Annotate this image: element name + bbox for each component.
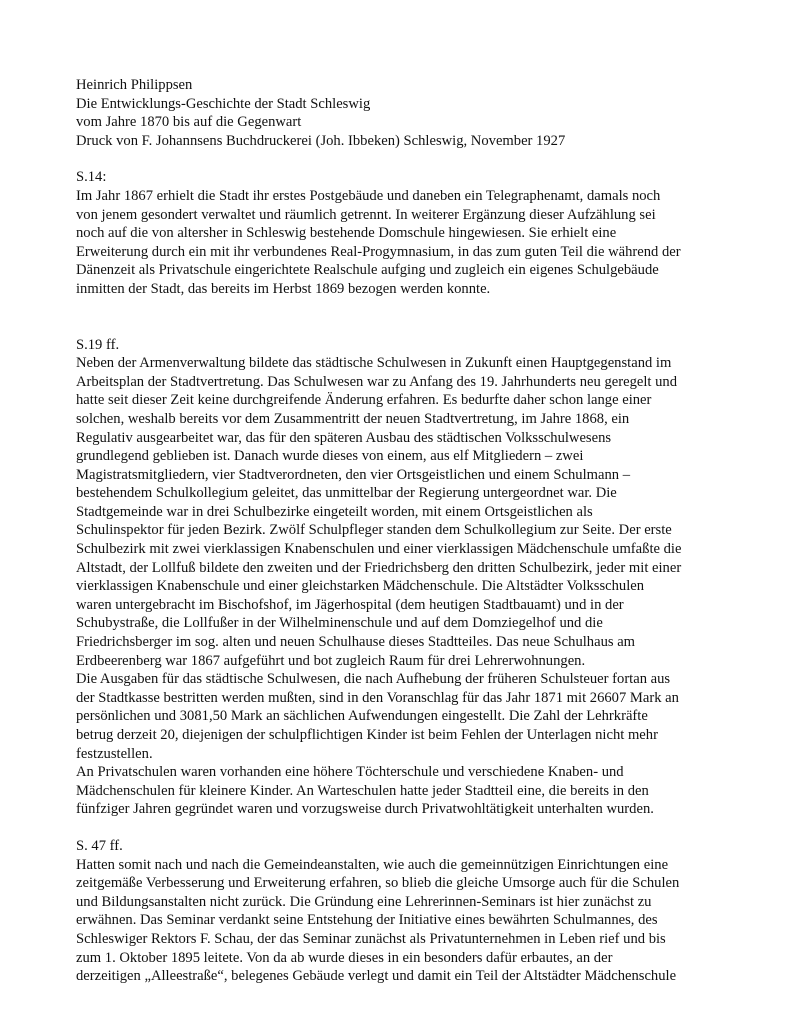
text-line: Friedrichsberger im sog. alten und neuen Schulhause dieses Stadtteiles. Das neue Schulhaus am	[76, 634, 636, 651]
text-line: Magistratsmitgliedern, vier Stadtverordneten, den vier Ortsgeistlichen und einem Schulmann –	[76, 466, 631, 483]
text-line: Erweiterung durch ein mit ihr verbundenes Real-Progymnasium, in das zum guten Teil die während der	[76, 243, 681, 260]
text-line: der Stadtkasse bestritten werden mußten, sind in den Voranschlag für das Jahr 1871 mit 26607 Mark an	[76, 689, 679, 706]
section-s47	[76, 837, 736, 986]
text-line: Schulbezirk mit zwei vierklassigen Knabenschulen und einer vierklassigen Mädchenschule umfaßte die	[76, 541, 682, 558]
text-line: Stadtgemeinde war in drei Schulbezirke eingeteilt worden, mit einem Ortsgeistlichen als	[76, 503, 593, 520]
text-line: Die Ausgaben für das städtische Schulwesen, die nach Aufhebung der früheren Schulsteuer fortan aus	[76, 671, 671, 688]
text-line: zeitgemäße Verbesserung und Erweiterung erfahren, so blieb die gleiche Umsorge auch für die Schulen	[76, 875, 680, 892]
book-subtitle: vom Jahre 1870 bis auf die Gegenwart	[76, 114, 302, 131]
citation-header	[76, 76, 736, 150]
text-line: Im Jahr 1867 erhielt die Stadt ihr erstes Postgebäude und daneben ein Telegraphenamt, damals noch	[76, 187, 661, 204]
text-line: hatte seit dieser Zeit keine durchgreifende Änderung erfahren. Es bedurfte daher schon lange einer	[76, 392, 652, 409]
text-line: Arbeitsplan der Stadtvertretung. Das Schulwesen war zu Anfang des 19. Jahrhunderts neu geregelt und	[76, 373, 678, 390]
text-line: Hatten somit nach und nach die Gemeindeanstalten, wie auch die gemeinnützigen Einrichtungen eine	[76, 856, 669, 873]
text-line: An Privatschulen waren vorhanden eine höhere Töchterschule und verschiedene Knaben- und	[76, 764, 624, 781]
text-line: derzeitigen „Alleestraße“, belegenes Gebäude verlegt und damit ein Teil der Altstädter Mädchenschule	[76, 968, 677, 985]
text-line: Schleswiger Rektors F. Schau, der das Seminar zunächst als Privatunternehmen in Leben rief und bis	[76, 930, 666, 947]
publisher-line: Druck von F. Johannsens Buchdruckerei (Joh. Ibbeken) Schleswig, November 1927	[76, 132, 566, 149]
text-line: solchen, weshalb bereits vor dem Zusammentritt der neuen Stadtvertretung, im Jahre 1868, ein	[76, 410, 630, 427]
text-line: festzustellen.	[76, 745, 153, 762]
text-line: Dänenzeit als Privatschule eingerichtete Realschule aufging und zugleich ein eigenes Schulgebäude	[76, 262, 659, 279]
text-line: zum 1. Oktober 1895 leitete. Von da ab wurde dieses in ein besonders dafür erbautes, an der	[76, 949, 613, 966]
text-line: Erdbeerenberg war 1867 aufgeführt und bot zugleich Raum für drei Lehrerwohnungen.	[76, 652, 586, 669]
text-line: vierklassigen Knabenschule und einer gleichstarken Mädchenschule. Die Altstädter Volksschulen	[76, 578, 645, 595]
text-line: noch auf die von altersher in Schleswig bestehende Domschule hingewiesen. Sie erhielt eine	[76, 225, 617, 242]
text-line: und Bildungsanstalten nicht zurück. Die Gründung eine Lehrerinnen-Seminars ist hier zunächst zu	[76, 893, 652, 910]
section-label: S.19 ff.	[76, 336, 120, 353]
section-s14	[76, 168, 736, 298]
section-label: S.14:	[76, 169, 107, 186]
text-line: persönlichen und 3081,50 Mark an sächlichen Aufwendungen eingestellt. Die Zahl der Lehrkräfte	[76, 708, 648, 725]
document-body	[76, 76, 736, 986]
text-line: Mädchenschulen für kleinere Kinder. An Warteschulen hatte jeder Stadtteil eine, die bereits in den	[76, 782, 649, 799]
text-line: Schubystraße, die Lollfußer in der Wilhelminenschule und auf dem Domziegelhof und die	[76, 615, 603, 632]
section-label: S. 47 ff.	[76, 837, 123, 854]
text-line: waren untergebracht im Bischofshof, im Jägerhospital (dem heutigen Stadtbauamt) und in der	[76, 596, 624, 613]
author-name: Heinrich Philippsen	[76, 77, 193, 93]
text-line: Neben der Armenverwaltung bildete das städtische Schulwesen in Zukunft einen Hauptgegenstand im	[76, 355, 672, 372]
text-line: Schulinspektor für jeden Bezirk. Zwölf Schulpfleger standen dem Schulkollegium zur Seite. Der erste	[76, 522, 672, 539]
text-line: erwähnen. Das Seminar verdankt seine Entstehung der Initiative eines bewährten Schulmannes, des	[76, 912, 658, 929]
text-line: inmitten der Stadt, das bereits im Herbst 1869 bezogen werden konnte.	[76, 280, 491, 297]
text-line: betrug derzeit 20, diejenigen der schulpflichtigen Kinder ist beim Fehlen der Unterlagen nicht mehr	[76, 727, 658, 743]
text-line: fünfziger Jahren gegründet waren und vorzugsweise durch Privatwohltätigkeit unterhalten wurden.	[76, 801, 654, 818]
text-line: von jenem gesondert verwaltet und räumlich getrennt. In weiterer Ergänzung dieser Aufzählung sei	[76, 206, 656, 223]
text-line: bestehendem Schulkollegium geleitet, das unmittelbar der Regierung untergeordnet war. Die	[76, 485, 617, 502]
text-line: Altstadt, der Lollfuß bildete den zweiten und der Friedrichsberg den dritten Schulbezirk, jeder mit einer	[76, 559, 682, 576]
section-s19	[76, 336, 736, 819]
text-line: grundlegend geblieben ist. Danach wurde dieses von einem, aus elf Mitgliedern – zwei	[76, 448, 584, 465]
book-title: Die Entwicklungs-Geschichte der Stadt Schleswig	[76, 95, 371, 112]
text-line: Regulativ ausgearbeitet war, das für den späteren Ausbau des städtischen Volksschulwesens	[76, 429, 612, 446]
